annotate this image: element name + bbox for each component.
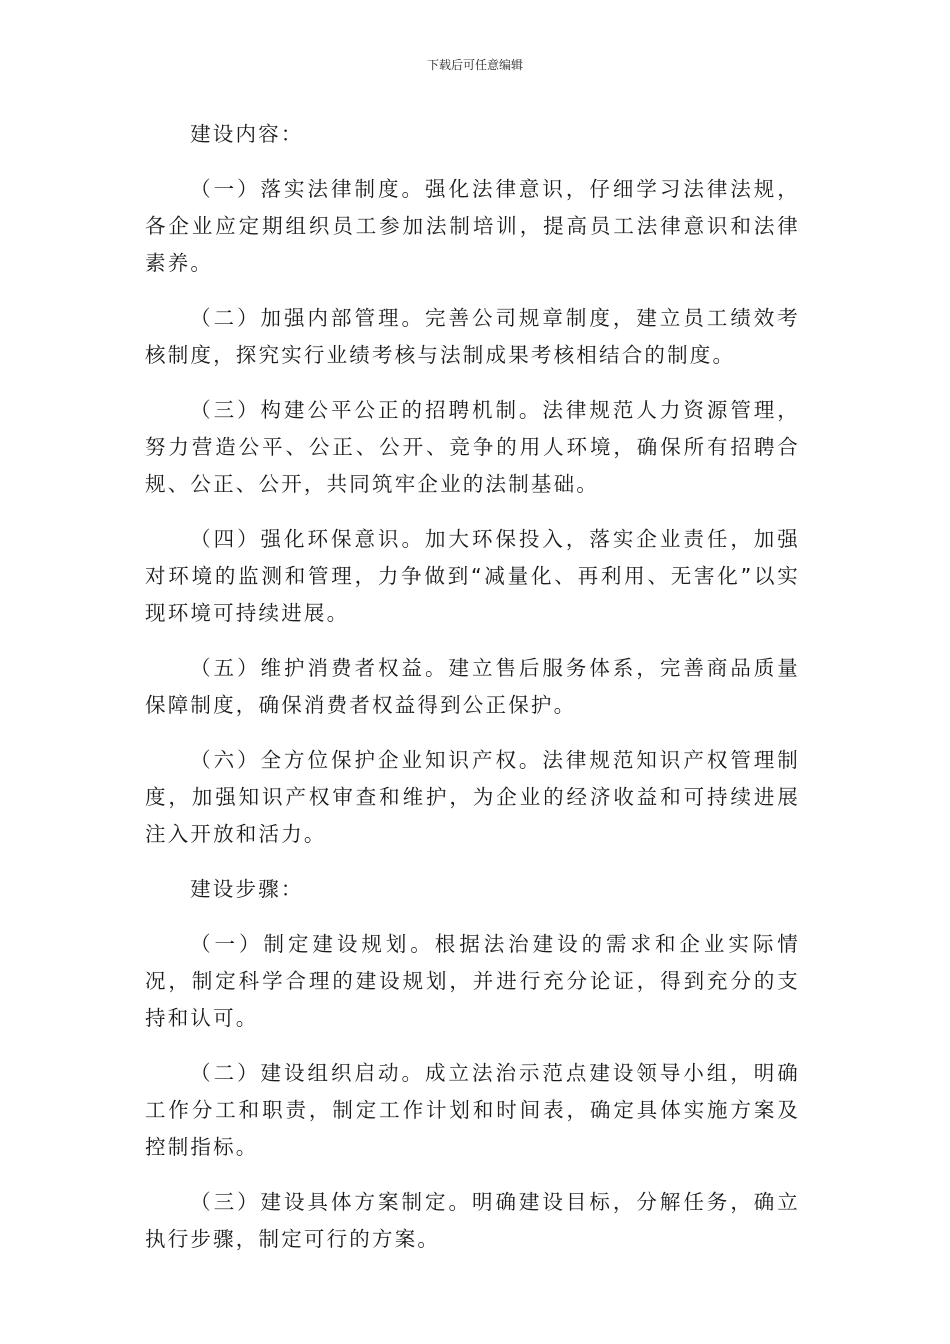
paragraph: （一）落实法律制度。强化法律意识，仔细学习法律法规，各企业应定期组织员工参加法制培训，提高员工法律意识和法律素养。 — [145, 177, 800, 275]
paragraph: （一）制定建设规划。根据法治建设的需求和企业实际情况，制定科学合理的建设规划，并进行充分论证，得到充分的支持和认可。 — [145, 932, 800, 1030]
paragraph: （六）全方位保护企业知识产权。法律规范知识产权管理制度，加强知识产权审查和维护，为企业的经济收益和可持续进展注入开放和活力。 — [145, 748, 800, 846]
section-heading-steps: 建设步骤： — [190, 877, 304, 901]
paragraph: （五）维护消费者权益。建立售后服务体系，完善商品质量保障制度，确保消费者权益得到公正保护。 — [145, 656, 800, 717]
document-body — [145, 116, 800, 1276]
section-heading-content: 建设内容： — [190, 122, 304, 146]
header-note: 下载后可任意编辑 — [426, 58, 523, 72]
paragraph: （二）加强内部管理。完善公司规章制度，建立员工绩效考核制度，探究实行业绩考核与法制成果考核相结合的制度。 — [145, 306, 800, 367]
paragraph: （四）强化环保意识。加大环保投入，落实企业责任，加强对环境的监测和管理，力争做到“减量化、再利用、无害化”以实现环境可持续进展。 — [145, 527, 800, 625]
paragraph: （三）建设具体方案制定。明确建设目标，分解任务，确立执行步骤，制定可行的方案。 — [145, 1190, 800, 1251]
paragraph: （三）构建公平公正的招聘机制。法律规范人力资源管理，努力营造公平、公正、公开、竞争的用人环境，确保所有招聘合规、公正、公开，共同筑牢企业的法制基础。 — [145, 398, 800, 496]
paragraph: （二）建设组织启动。成立法治示范点建设领导小组，明确工作分工和职责，制定工作计划和时间表，确定具体实施方案及控制指标。 — [145, 1061, 800, 1159]
